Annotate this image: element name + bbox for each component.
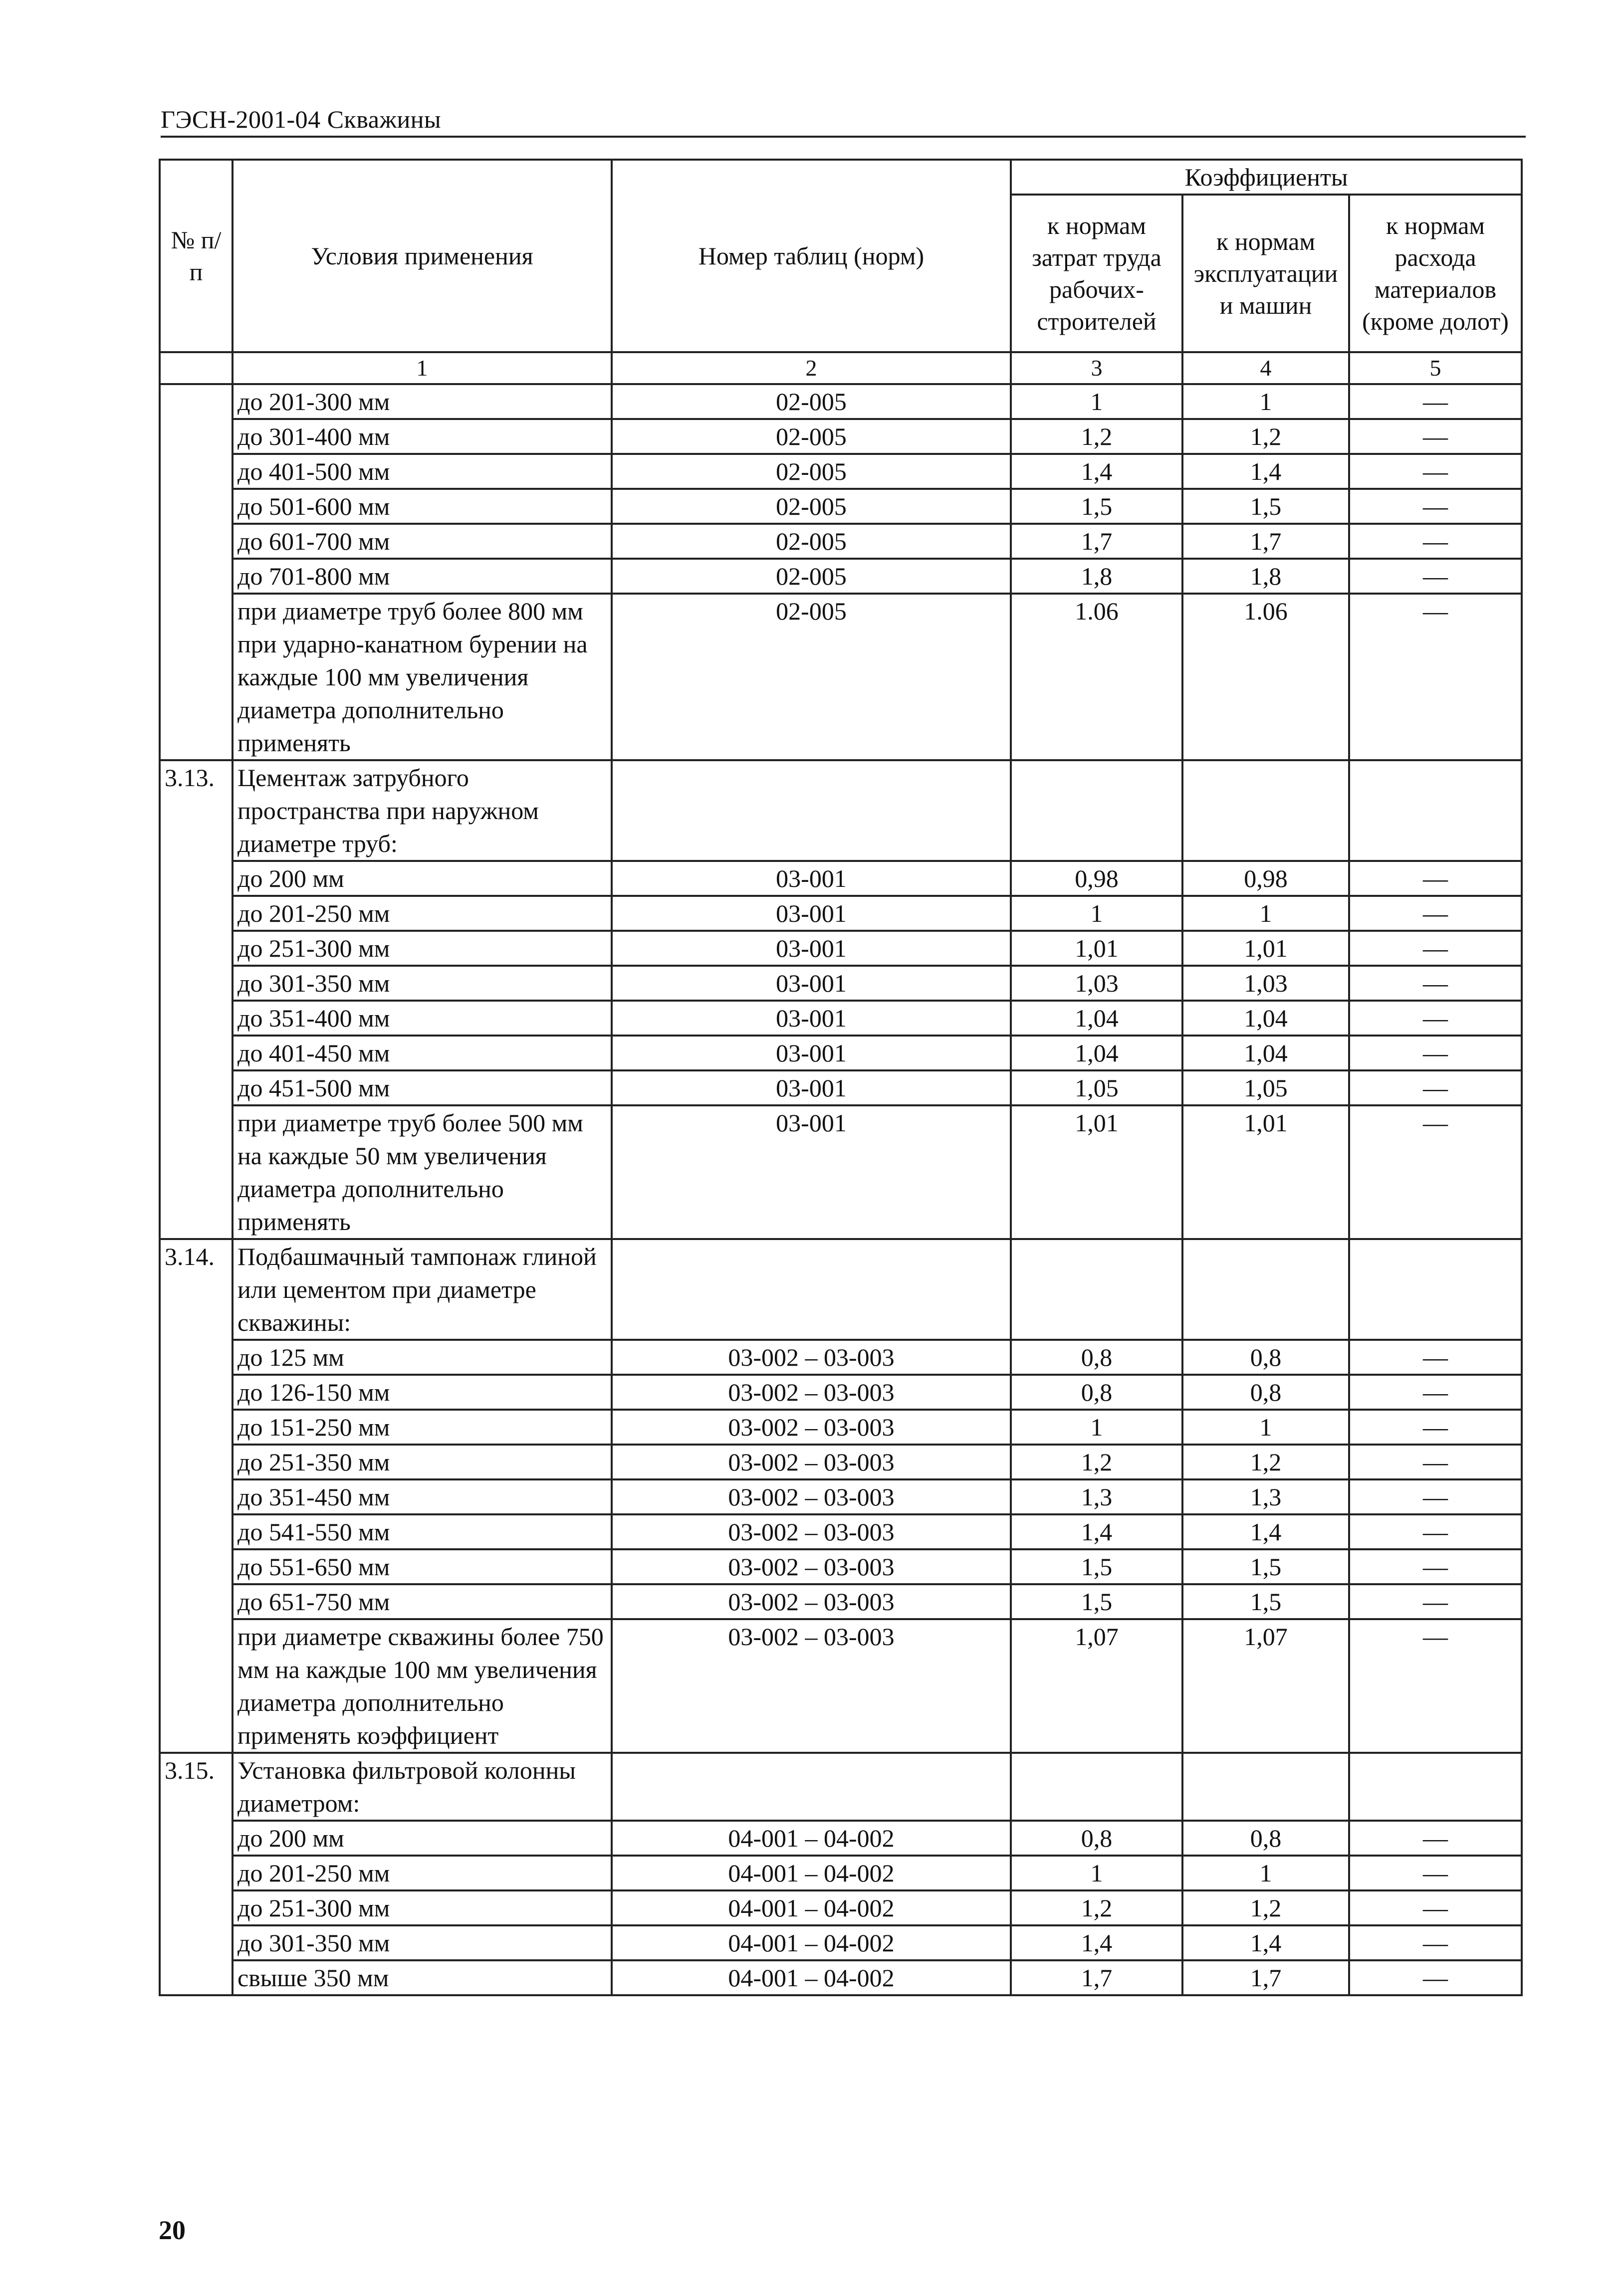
table-number-cell: 03-001 bbox=[612, 1070, 1011, 1105]
condition-cell: до 501-600 мм bbox=[232, 489, 612, 524]
section-title: Цементаж затрубного пространства при наружном диаметре труб: bbox=[232, 760, 612, 861]
machines-coef-cell bbox=[1182, 1753, 1349, 1821]
column-group-coefficients: Коэффициенты bbox=[1011, 160, 1522, 195]
machines-coef-cell: 0,8 bbox=[1182, 1375, 1349, 1410]
table-row bbox=[160, 1105, 1522, 1239]
materials-coef-cell: — bbox=[1349, 1036, 1522, 1070]
column-index: 4 bbox=[1182, 352, 1349, 384]
labor-coef-cell: 1,4 bbox=[1011, 454, 1182, 489]
materials-coef-cell: — bbox=[1349, 1001, 1522, 1036]
table-row bbox=[160, 1960, 1522, 1995]
table-number-cell: 03-002 – 03-003 bbox=[612, 1410, 1011, 1445]
table-row bbox=[160, 1925, 1522, 1960]
labor-coef-cell bbox=[1011, 1753, 1182, 1821]
machines-coef-cell: 1 bbox=[1182, 896, 1349, 931]
table-number-cell: 02-005 bbox=[612, 489, 1011, 524]
table-number-cell: 02-005 bbox=[612, 454, 1011, 489]
labor-coef-cell: 1 bbox=[1011, 1856, 1182, 1890]
table-number-cell: 02-005 bbox=[612, 524, 1011, 559]
machines-coef-cell: 1,05 bbox=[1182, 1070, 1349, 1105]
column-index: 3 bbox=[1011, 352, 1182, 384]
labor-coef-cell: 1,05 bbox=[1011, 1070, 1182, 1105]
condition-cell: до 251-300 мм bbox=[232, 931, 612, 966]
condition-cell: при диаметре труб более 800 мм при ударно-канатном бурении на каждые 100 мм увеличения диаметра дополнительно применять bbox=[232, 594, 612, 760]
materials-coef-cell: — bbox=[1349, 1549, 1522, 1584]
labor-coef-cell: 1,7 bbox=[1011, 524, 1182, 559]
materials-coef-cell bbox=[1349, 760, 1522, 861]
column-index: 5 bbox=[1349, 352, 1522, 384]
table-row bbox=[160, 1375, 1522, 1410]
machines-coef-cell: 0,8 bbox=[1182, 1821, 1349, 1856]
materials-coef-cell: — bbox=[1349, 1925, 1522, 1960]
labor-coef-cell: 1,01 bbox=[1011, 931, 1182, 966]
labor-coef-cell bbox=[1011, 1239, 1182, 1340]
table-row bbox=[160, 419, 1522, 454]
materials-coef-cell: — bbox=[1349, 524, 1522, 559]
machines-coef-cell: 1,7 bbox=[1182, 524, 1349, 559]
condition-cell: до 351-450 мм bbox=[232, 1479, 612, 1514]
labor-coef-cell: 0,8 bbox=[1011, 1340, 1182, 1375]
section-number: 3.13. bbox=[160, 760, 232, 1239]
running-header: ГЭСН-2001-04 Скважины bbox=[161, 105, 442, 133]
materials-coef-cell: — bbox=[1349, 1410, 1522, 1445]
table-number-cell: 02-005 bbox=[612, 419, 1011, 454]
column-index: 1 bbox=[232, 352, 612, 384]
materials-coef-cell: — bbox=[1349, 1960, 1522, 1995]
condition-cell: до 551-650 мм bbox=[232, 1549, 612, 1584]
table-head bbox=[160, 160, 1522, 384]
table-row bbox=[160, 524, 1522, 559]
table-row bbox=[160, 1036, 1522, 1070]
machines-coef-cell: 1.06 bbox=[1182, 594, 1349, 760]
table-number-cell: 02-005 bbox=[612, 559, 1011, 594]
table-number-cell: 03-001 bbox=[612, 931, 1011, 966]
section-title: Установка фильтровой колонны диаметром: bbox=[232, 1753, 612, 1821]
labor-coef-cell: 1,2 bbox=[1011, 419, 1182, 454]
condition-cell: до 301-350 мм bbox=[232, 1925, 612, 1960]
table-row bbox=[160, 1340, 1522, 1375]
materials-coef-cell: — bbox=[1349, 1584, 1522, 1619]
condition-cell: до 701-800 мм bbox=[232, 559, 612, 594]
column-index: 2 bbox=[612, 352, 1011, 384]
table-number-cell: 03-001 bbox=[612, 1001, 1011, 1036]
materials-coef-cell: — bbox=[1349, 559, 1522, 594]
materials-coef-cell: — bbox=[1349, 1890, 1522, 1925]
table-number-cell: 03-002 – 03-003 bbox=[612, 1514, 1011, 1549]
materials-coef-cell: — bbox=[1349, 419, 1522, 454]
section-title-row bbox=[160, 760, 1522, 861]
table-number-cell bbox=[612, 1239, 1011, 1340]
materials-coef-cell: — bbox=[1349, 1479, 1522, 1514]
table-row bbox=[160, 966, 1522, 1001]
table-number-cell: 04-001 – 04-002 bbox=[612, 1856, 1011, 1890]
machines-coef-cell: 1,01 bbox=[1182, 1105, 1349, 1239]
materials-coef-cell: — bbox=[1349, 1340, 1522, 1375]
condition-cell: до 651-750 мм bbox=[232, 1584, 612, 1619]
condition-cell: до 151-250 мм bbox=[232, 1410, 612, 1445]
labor-coef-cell: 1,4 bbox=[1011, 1514, 1182, 1549]
labor-coef-cell: 1 bbox=[1011, 384, 1182, 419]
materials-coef-cell: — bbox=[1349, 489, 1522, 524]
section-number: 3.14. bbox=[160, 1239, 232, 1753]
materials-coef-cell: — bbox=[1349, 931, 1522, 966]
table-row bbox=[160, 1070, 1522, 1105]
labor-coef-cell: 1,2 bbox=[1011, 1890, 1182, 1925]
table-row bbox=[160, 861, 1522, 896]
section-title-row bbox=[160, 1753, 1522, 1821]
condition-cell: до 126-150 мм bbox=[232, 1375, 612, 1410]
condition-cell: до 401-450 мм bbox=[232, 1036, 612, 1070]
labor-coef-cell: 1,04 bbox=[1011, 1001, 1182, 1036]
labor-coef-cell: 1,7 bbox=[1011, 1960, 1182, 1995]
machines-coef-cell: 1,5 bbox=[1182, 489, 1349, 524]
machines-coef-cell: 1,04 bbox=[1182, 1001, 1349, 1036]
condition-cell: до 201-250 мм bbox=[232, 1856, 612, 1890]
condition-cell: до 451-500 мм bbox=[232, 1070, 612, 1105]
machines-coef-cell bbox=[1182, 760, 1349, 861]
column-header-conditions: Условия применения bbox=[232, 160, 612, 352]
materials-coef-cell: — bbox=[1349, 454, 1522, 489]
table-row bbox=[160, 489, 1522, 524]
machines-coef-cell: 1,5 bbox=[1182, 1584, 1349, 1619]
table-number-cell: 04-001 – 04-002 bbox=[612, 1925, 1011, 1960]
labor-coef-cell: 1,03 bbox=[1011, 966, 1182, 1001]
condition-cell: до 601-700 мм bbox=[232, 524, 612, 559]
header-row bbox=[160, 160, 1522, 195]
column-header-coef-machines: к нормам эксплуатации и машин bbox=[1182, 195, 1349, 352]
labor-coef-cell: 1,5 bbox=[1011, 1549, 1182, 1584]
table-number-cell: 04-001 – 04-002 bbox=[612, 1821, 1011, 1856]
machines-coef-cell: 1,7 bbox=[1182, 1960, 1349, 1995]
section-number bbox=[160, 384, 232, 760]
table-row bbox=[160, 1821, 1522, 1856]
coefficients-table bbox=[159, 159, 1523, 1996]
table-row bbox=[160, 1001, 1522, 1036]
materials-coef-cell: — bbox=[1349, 1514, 1522, 1549]
machines-coef-cell bbox=[1182, 1239, 1349, 1340]
materials-coef-cell: — bbox=[1349, 1856, 1522, 1890]
table-number-cell: 03-002 – 03-003 bbox=[612, 1549, 1011, 1584]
machines-coef-cell: 1,07 bbox=[1182, 1619, 1349, 1753]
table-row bbox=[160, 1890, 1522, 1925]
section-title: Подбашмачный тампонаж глиной или цементом при диаметре скважины: bbox=[232, 1239, 612, 1340]
materials-coef-cell: — bbox=[1349, 1821, 1522, 1856]
condition-cell: до 125 мм bbox=[232, 1340, 612, 1375]
materials-coef-cell: — bbox=[1349, 1070, 1522, 1105]
labor-coef-cell: 0,8 bbox=[1011, 1821, 1182, 1856]
table-row bbox=[160, 1619, 1522, 1753]
condition-cell: до 201-250 мм bbox=[232, 896, 612, 931]
table-number-cell: 03-001 bbox=[612, 861, 1011, 896]
table-number-cell: 03-002 – 03-003 bbox=[612, 1340, 1011, 1375]
table-row bbox=[160, 1410, 1522, 1445]
labor-coef-cell: 1 bbox=[1011, 896, 1182, 931]
labor-coef-cell: 1,8 bbox=[1011, 559, 1182, 594]
condition-cell: свыше 350 мм bbox=[232, 1960, 612, 1995]
column-header-coef-materials: к нормам расхода материалов (кроме долот) bbox=[1349, 195, 1522, 352]
condition-cell: до 401-500 мм bbox=[232, 454, 612, 489]
condition-cell: до 200 мм bbox=[232, 1821, 612, 1856]
materials-coef-cell: — bbox=[1349, 966, 1522, 1001]
table-number-cell: 03-002 – 03-003 bbox=[612, 1479, 1011, 1514]
column-header-num: № п/п bbox=[160, 160, 232, 352]
materials-coef-cell bbox=[1349, 1753, 1522, 1821]
materials-coef-cell: — bbox=[1349, 861, 1522, 896]
table-number-cell: 02-005 bbox=[612, 384, 1011, 419]
materials-coef-cell: — bbox=[1349, 896, 1522, 931]
machines-coef-cell: 1,4 bbox=[1182, 1514, 1349, 1549]
machines-coef-cell: 1,2 bbox=[1182, 1890, 1349, 1925]
column-index-row bbox=[160, 352, 1522, 384]
table-number-cell: 04-001 – 04-002 bbox=[612, 1890, 1011, 1925]
table-number-cell: 03-002 – 03-003 bbox=[612, 1584, 1011, 1619]
condition-cell: до 541-550 мм bbox=[232, 1514, 612, 1549]
machines-coef-cell: 1,01 bbox=[1182, 931, 1349, 966]
machines-coef-cell: 0,98 bbox=[1182, 861, 1349, 896]
condition-cell: до 301-400 мм bbox=[232, 419, 612, 454]
table-number-cell: 03-001 bbox=[612, 1105, 1011, 1239]
machines-coef-cell: 1,03 bbox=[1182, 966, 1349, 1001]
materials-coef-cell: — bbox=[1349, 1619, 1522, 1753]
labor-coef-cell: 1,01 bbox=[1011, 1105, 1182, 1239]
condition-cell: до 301-350 мм bbox=[232, 966, 612, 1001]
table-row bbox=[160, 1479, 1522, 1514]
table-number-cell: 03-002 – 03-003 bbox=[612, 1445, 1011, 1479]
table-number-cell bbox=[612, 760, 1011, 861]
materials-coef-cell: — bbox=[1349, 384, 1522, 419]
table-body bbox=[160, 384, 1522, 1995]
machines-coef-cell: 1 bbox=[1182, 1856, 1349, 1890]
labor-coef-cell: 1,2 bbox=[1011, 1445, 1182, 1479]
labor-coef-cell: 1 bbox=[1011, 1410, 1182, 1445]
machines-coef-cell: 1,4 bbox=[1182, 1925, 1349, 1960]
condition-cell: до 200 мм bbox=[232, 861, 612, 896]
labor-coef-cell bbox=[1011, 760, 1182, 861]
table-number-cell: 03-001 bbox=[612, 896, 1011, 931]
labor-coef-cell: 1,4 bbox=[1011, 1925, 1182, 1960]
header-rule bbox=[161, 136, 1526, 138]
table-row bbox=[160, 896, 1522, 931]
condition-cell: до 351-400 мм bbox=[232, 1001, 612, 1036]
table-number-cell: 02-005 bbox=[612, 594, 1011, 760]
table-row bbox=[160, 1584, 1522, 1619]
machines-coef-cell: 1,2 bbox=[1182, 419, 1349, 454]
condition-cell: до 201-300 мм bbox=[232, 384, 612, 419]
machines-coef-cell: 1,04 bbox=[1182, 1036, 1349, 1070]
table-number-cell: 03-002 – 03-003 bbox=[612, 1375, 1011, 1410]
labor-coef-cell: 1.06 bbox=[1011, 594, 1182, 760]
table-number-cell: 04-001 – 04-002 bbox=[612, 1960, 1011, 1995]
table-number-cell: 03-001 bbox=[612, 966, 1011, 1001]
table-row bbox=[160, 559, 1522, 594]
table-row bbox=[160, 1514, 1522, 1549]
table-number-cell: 03-001 bbox=[612, 1036, 1011, 1070]
materials-coef-cell: — bbox=[1349, 1105, 1522, 1239]
labor-coef-cell: 1,04 bbox=[1011, 1036, 1182, 1070]
materials-coef-cell bbox=[1349, 1239, 1522, 1340]
section-title-row bbox=[160, 1239, 1522, 1340]
machines-coef-cell: 1,5 bbox=[1182, 1549, 1349, 1584]
materials-coef-cell: — bbox=[1349, 1375, 1522, 1410]
labor-coef-cell: 0,8 bbox=[1011, 1375, 1182, 1410]
table-number-cell: 03-002 – 03-003 bbox=[612, 1619, 1011, 1753]
section-number: 3.15. bbox=[160, 1753, 232, 1995]
materials-coef-cell: — bbox=[1349, 594, 1522, 760]
page-number: 20 bbox=[159, 2215, 186, 2245]
machines-coef-cell: 1,3 bbox=[1182, 1479, 1349, 1514]
labor-coef-cell: 0,98 bbox=[1011, 861, 1182, 896]
column-header-coef-labor: к нормам затрат труда рабочих-строителей bbox=[1011, 195, 1182, 352]
labor-coef-cell: 1,5 bbox=[1011, 489, 1182, 524]
machines-coef-cell: 0,8 bbox=[1182, 1340, 1349, 1375]
machines-coef-cell: 1 bbox=[1182, 384, 1349, 419]
materials-coef-cell: — bbox=[1349, 1445, 1522, 1479]
table-row bbox=[160, 1445, 1522, 1479]
machines-coef-cell: 1,8 bbox=[1182, 559, 1349, 594]
table-row bbox=[160, 931, 1522, 966]
machines-coef-cell: 1 bbox=[1182, 1410, 1349, 1445]
labor-coef-cell: 1,5 bbox=[1011, 1584, 1182, 1619]
table-number-cell bbox=[612, 1753, 1011, 1821]
machines-coef-cell: 1,2 bbox=[1182, 1445, 1349, 1479]
machines-coef-cell: 1,4 bbox=[1182, 454, 1349, 489]
table-row bbox=[160, 454, 1522, 489]
condition-cell: при диаметре скважины более 750 мм на каждые 100 мм увеличения диаметра дополнительно применять коэффициент bbox=[232, 1619, 612, 1753]
column-header-table-numbers: Номер таблиц (норм) bbox=[612, 160, 1011, 352]
condition-cell: при диаметре труб более 500 мм на каждые 50 мм увеличения диаметра дополнительно применять bbox=[232, 1105, 612, 1239]
table-row bbox=[160, 594, 1522, 760]
table-row bbox=[160, 1549, 1522, 1584]
labor-coef-cell: 1,07 bbox=[1011, 1619, 1182, 1753]
labor-coef-cell: 1,3 bbox=[1011, 1479, 1182, 1514]
table-row bbox=[160, 1856, 1522, 1890]
table-row bbox=[160, 384, 1522, 419]
condition-cell: до 251-350 мм bbox=[232, 1445, 612, 1479]
column-index-blank bbox=[160, 352, 232, 384]
condition-cell: до 251-300 мм bbox=[232, 1890, 612, 1925]
